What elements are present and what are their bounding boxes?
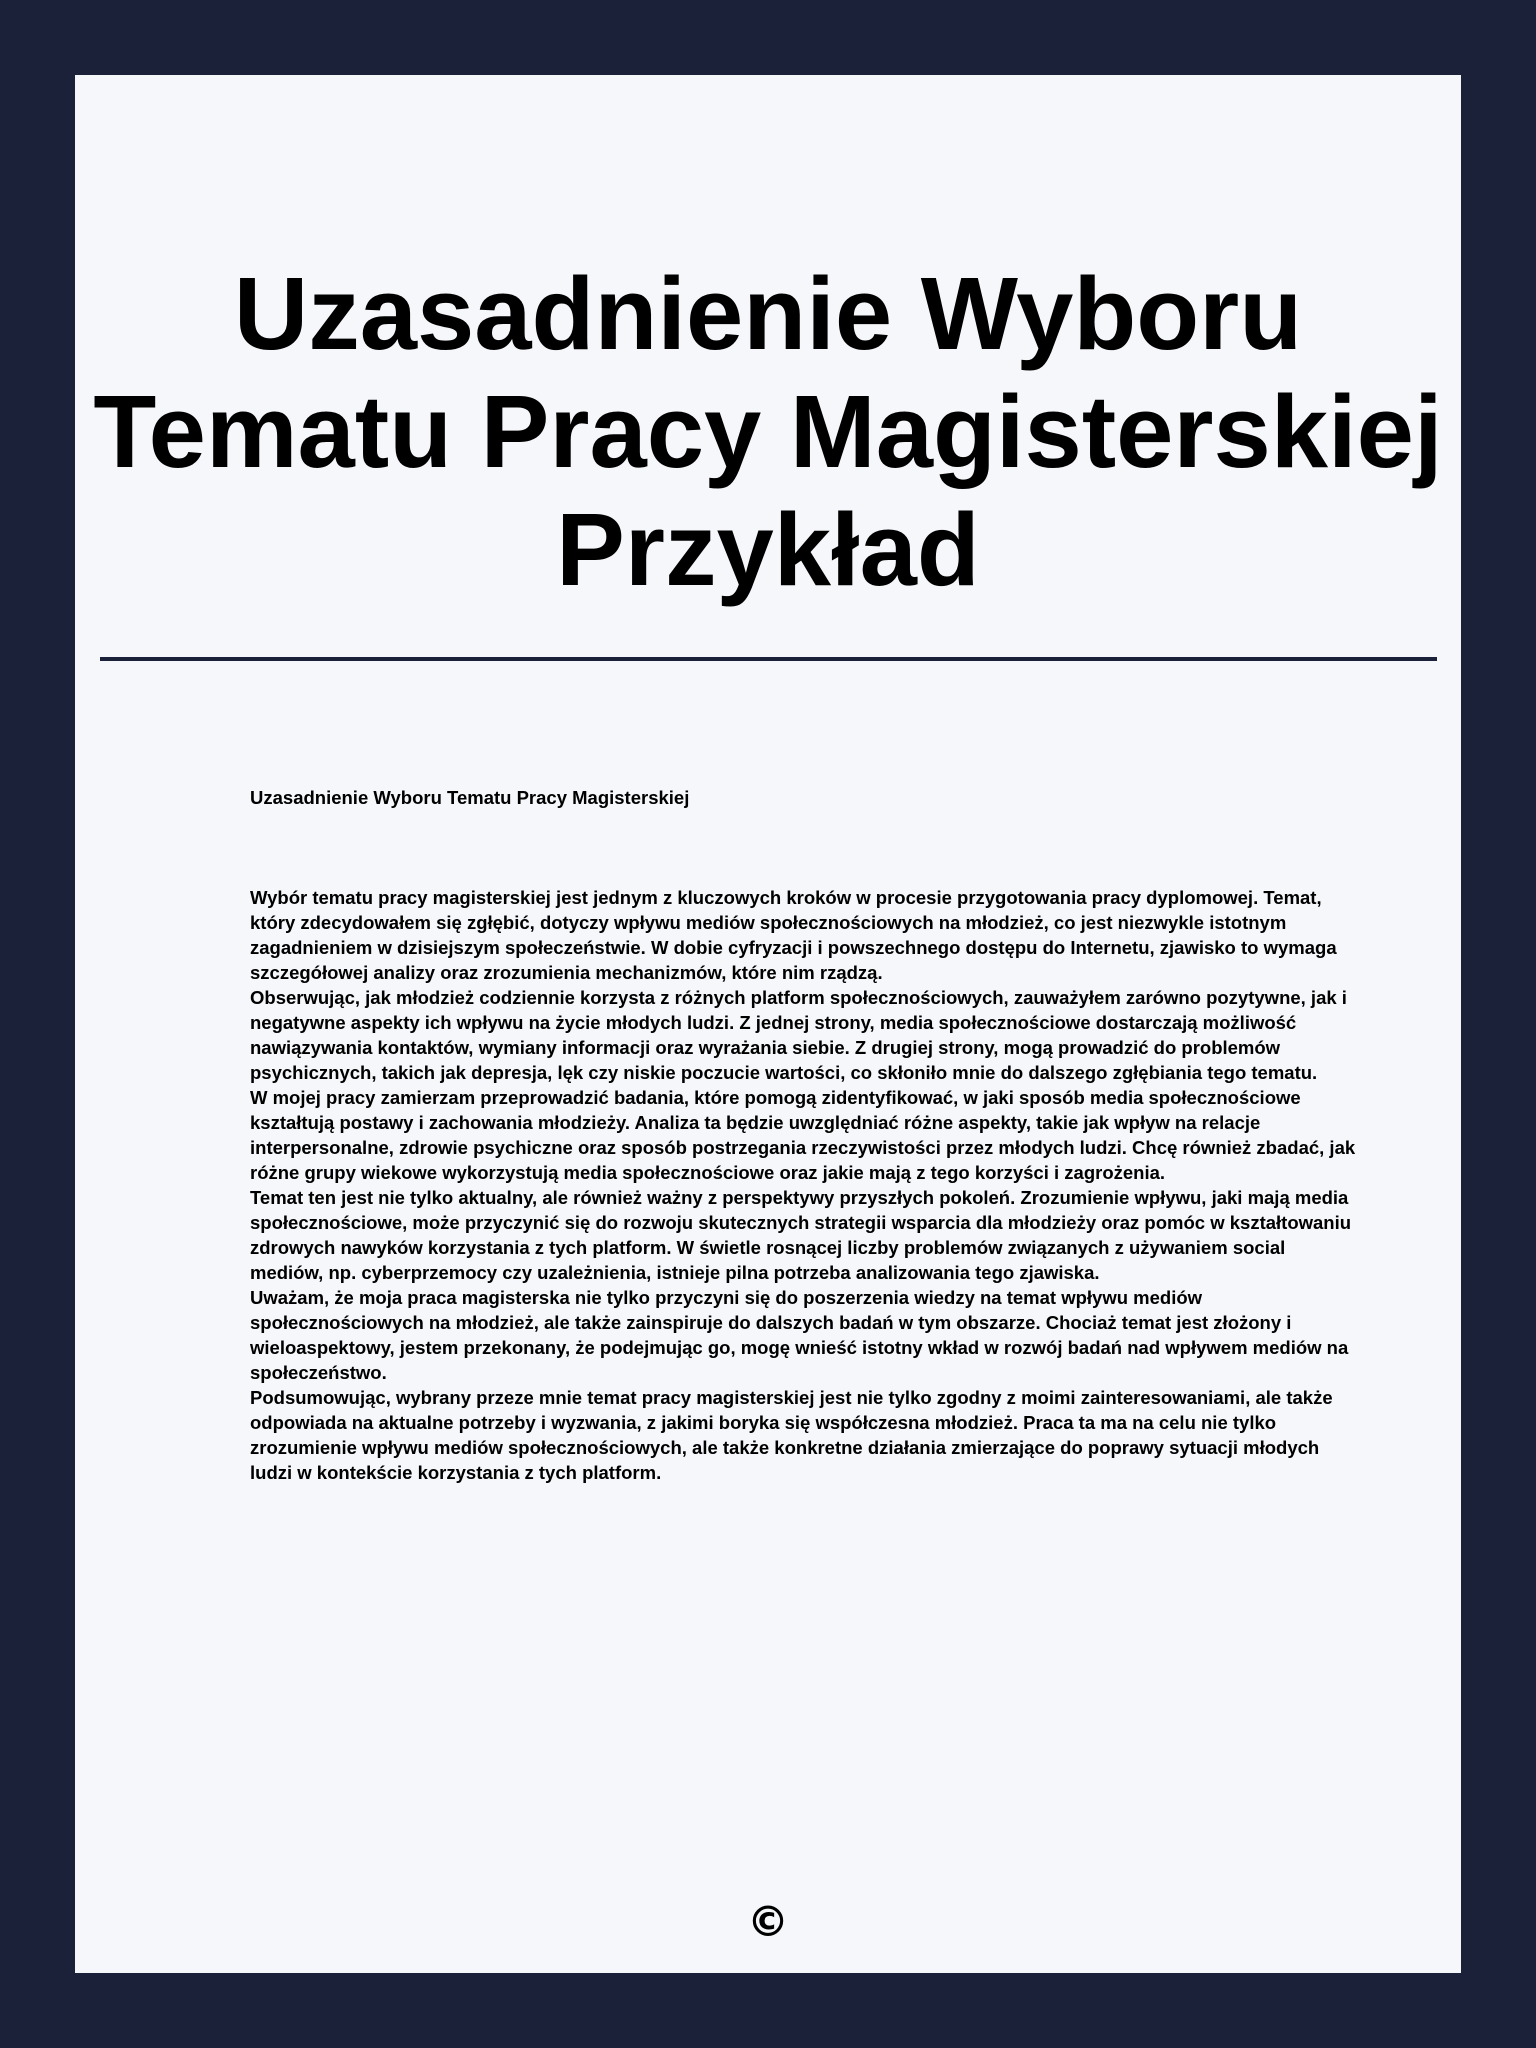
document-page bbox=[75, 75, 1461, 1973]
paragraph-2: Obserwując, jak młodzież codziennie korzysta z różnych platform społecznościowych, zauważyłem zarówno pozytywne, jak i negatywne aspekty ich wpływu na życie młodych ludzi. Z jednej strony, media społecznościowe dostarczają możliwość nawiązywania kontaktów, wymiany informacji oraz wyrażania siebie. Z drugiej strony, mogą prowadzić do problemów psychicznych, takich jak depresja, lęk czy niskie poczucie wartości, co skłoniło mnie do dalszego zgłębiania tego tematu. bbox=[250, 987, 1347, 1083]
copyright-icon: © bbox=[747, 1897, 789, 1946]
document-subtitle: Uzasadnienie Wyboru Tematu Pracy Magisterskiej bbox=[250, 787, 690, 808]
document-content bbox=[250, 785, 1360, 1485]
paragraph-3: W mojej pracy zamierzam przeprowadzić badania, które pomogą zidentyfikować, w jaki sposób media społecznościowe kształtują postawy i zachowania młodzieży. Analiza ta będzie uwzględniać różne aspekty, takie jak wpływ na relacje interpersonalne, zdrowie psychiczne oraz sposób postrzegania rzeczywistości przez młodych ludzi. Chcę również zbadać, jak różne grupy wiekowe wykorzystują media społecznościowe oraz jakie mają z tego korzyści i zagrożenia. bbox=[250, 1087, 1356, 1183]
title-divider bbox=[100, 657, 1437, 661]
paragraph-5: Uważam, że moja praca magisterska nie tylko przyczyni się do poszerzenia wiedzy na temat wpływu mediów społecznościowych na młodzież, ale także zainspiruje do dalszych badań w tym obszarze. Chociaż temat jest złożony i wieloaspektowy, jestem przekonany, że podejmując go, mogę wnieść istotny wkład w rozwój badań nad wpływem mediów na społeczeństwo. bbox=[250, 1287, 1349, 1383]
paragraph-4: Temat ten jest nie tylko aktualny, ale również ważny z perspektywy przyszłych pokoleń. Zrozumienie wpływu, jaki mają media społecznościowe, może przyczynić się do rozwoju skutecznych strategii wsparcia dla młodzieży oraz pomóc w kształtowaniu zdrowych nawyków korzystania z tych platform. W świetle rosnącej liczby problemów związanych z używaniem social mediów, np. cyberprzemocy czy uzależnienia, istnieje pilna potrzeba analizowania tego zjawiska. bbox=[250, 1187, 1352, 1283]
paragraph-1: Wybór tematu pracy magisterskiej jest jednym z kluczowych kroków w procesie przygotowania pracy dyplomowej. Temat, który zdecydowałem się zgłębić, dotyczy wpływu mediów społecznościowych na młodzież, co jest niezwykle istotnym zagadnieniem w dzisiejszym społeczeństwie. W dobie cyfryzacji i powszechnego dostępu do Internetu, zjawisko to wymaga szczegółowej analizy oraz zrozumienia mechanizmów, które nim rządzą. bbox=[250, 887, 1337, 983]
paragraph-6: Podsumowując, wybrany przeze mnie temat pracy magisterskiej jest nie tylko zgodny z moimi zainteresowaniami, ale także odpowiada na aktualne potrzeby i wyzwania, z jakimi boryka się współczesna młodzież. Praca ta ma na celu nie tylko zrozumienie wpływu mediów społecznościowych, ale także konkretne działania zmierzające do poprawy sytuacji młodych ludzi w kontekście korzystania z tych platform. bbox=[250, 1387, 1333, 1483]
page-title: Uzasadnienie Wyboru Tematu Pracy Magisterskiej Przykład bbox=[93, 256, 1443, 607]
document-body bbox=[250, 885, 1360, 1485]
